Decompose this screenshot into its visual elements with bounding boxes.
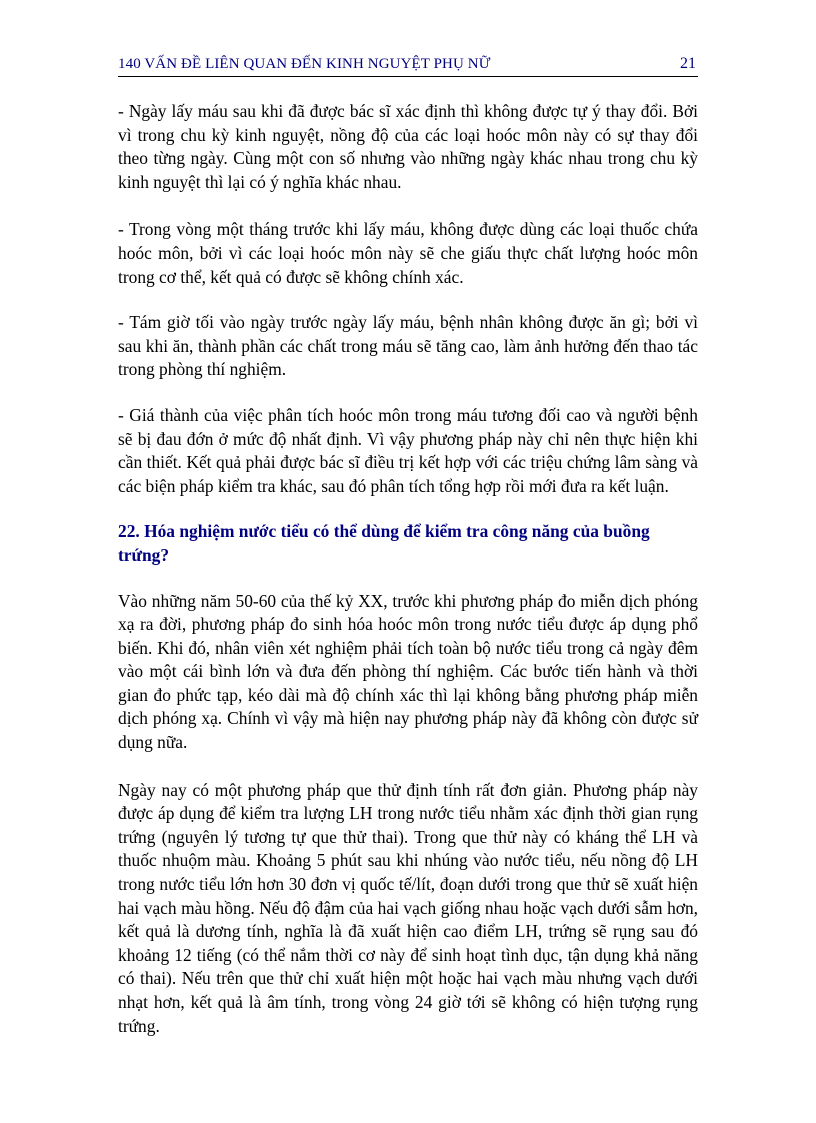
paragraph-lh-test-strip: Ngày nay có một phương pháp que thử định tính rất đơn giản. Phương pháp này được áp dụng để kiểm tra lượng LH trong nước tiểu nhằm xác định thời gian rụng trứng (nguyên lý tương tự que thử thai). Trong que thử này có kháng thể LH và thuốc nhuộm màu. Khoảng 5 phút sau khi nhúng vào nước tiểu, nếu nồng độ LH trong nước tiểu lớn hơn 30 đơn vị quốc tế/lít, đoạn dưới trong que thử sẽ xuất hiện hai vạch màu hồng. Nếu độ đậm của hai vạch giống nhau hoặc vạch dưới sẫm hơn, kết quả là dương tính, nghĩa là đã xuất hiện cao điểm LH, trứng sẽ rụng sau đó khoảng 12 tiếng (có thể nắm thời cơ này để sinh hoạt tình dục, tận dụng khả năng có thai). Nếu trên que thử chỉ xuất hiện một hoặc hai vạch màu nhưng vạch dưới nhạt hơn, kết quả là âm tính, trong vòng 24 giờ tới sẽ không có hiện tượng rụng trứng.	[118, 779, 698, 1036]
section-heading: 22. Hóa nghiệm nước tiểu có thể dùng để kiểm tra công năng của buồng trứng?	[118, 521, 650, 565]
paragraph-cost-and-conclusion: - Giá thành của việc phân tích hoóc môn trong máu tương đối cao và người bệnh sẽ bị đau đớn ở mức độ nhất định. Vì vậy phương pháp này chỉ nên thực hiện khi cần thiết. Kết quả phải được bác sĩ điều trị kết hợp với các triệu chứng lâm sàng và các biện pháp kiểm tra khác, sau đó phân tích tổng hợp rồi mới đưa ra kết luận.	[118, 404, 698, 496]
paragraph-urine-history: Vào những năm 50-60 của thế kỷ XX, trước khi phương pháp đo miễn dịch phóng xạ ra đời, phương pháp đo sinh hóa hoóc môn trong nước tiểu được áp dụng phổ biến. Khi đó, nhân viên xét nghiệm phải tích toàn bộ nước tiểu trong cả ngày đêm vào một cái bình lớn và đưa đến phòng thí nghiệm. Các bước tiến hành và thời gian đo phức tạp, kéo dài mà độ chính xác thì lại không bằng phương pháp miễn dịch phóng xạ. Chính vì vậy mà hiện nay phương pháp này đã không còn được sử dụng nữa.	[118, 590, 698, 753]
paragraph-fasting: - Tám giờ tối vào ngày trước ngày lấy máu, bệnh nhân không được ăn gì; bởi vì sau khi ăn, thành phần các chất trong máu sẽ tăng cao, làm ảnh hưởng đến thao tác trong phòng thí nghiệm.	[118, 312, 698, 380]
page-header	[118, 51, 698, 77]
page-number: 21	[680, 55, 696, 72]
page-content	[118, 100, 698, 1038]
paragraph-hormone-medication: - Trong vòng một tháng trước khi lấy máu, không được dùng các loại thuốc chứa hoóc môn, bởi vì các loại hoóc môn này sẽ che giấu thực chất lượng hoóc môn trong cơ thể, kết quả có được sẽ không chính xác.	[118, 219, 698, 287]
running-title: 140 VẤN ĐỀ LIÊN QUAN ĐẾN KINH NGUYỆT PHỤ NỮ	[118, 56, 491, 72]
paragraph-blood-test-date: - Ngày lấy máu sau khi đã được bác sĩ xác định thì không được tự ý thay đổi. Bởi vì trong chu kỳ kinh nguyệt, nồng độ của các loại hoóc môn này có sự thay đổi theo từng ngày. Cùng một con số nhưng vào những ngày khác nhau trong chu kỳ kinh nguyệt thì lại có ý nghĩa khác nhau.	[118, 101, 698, 192]
